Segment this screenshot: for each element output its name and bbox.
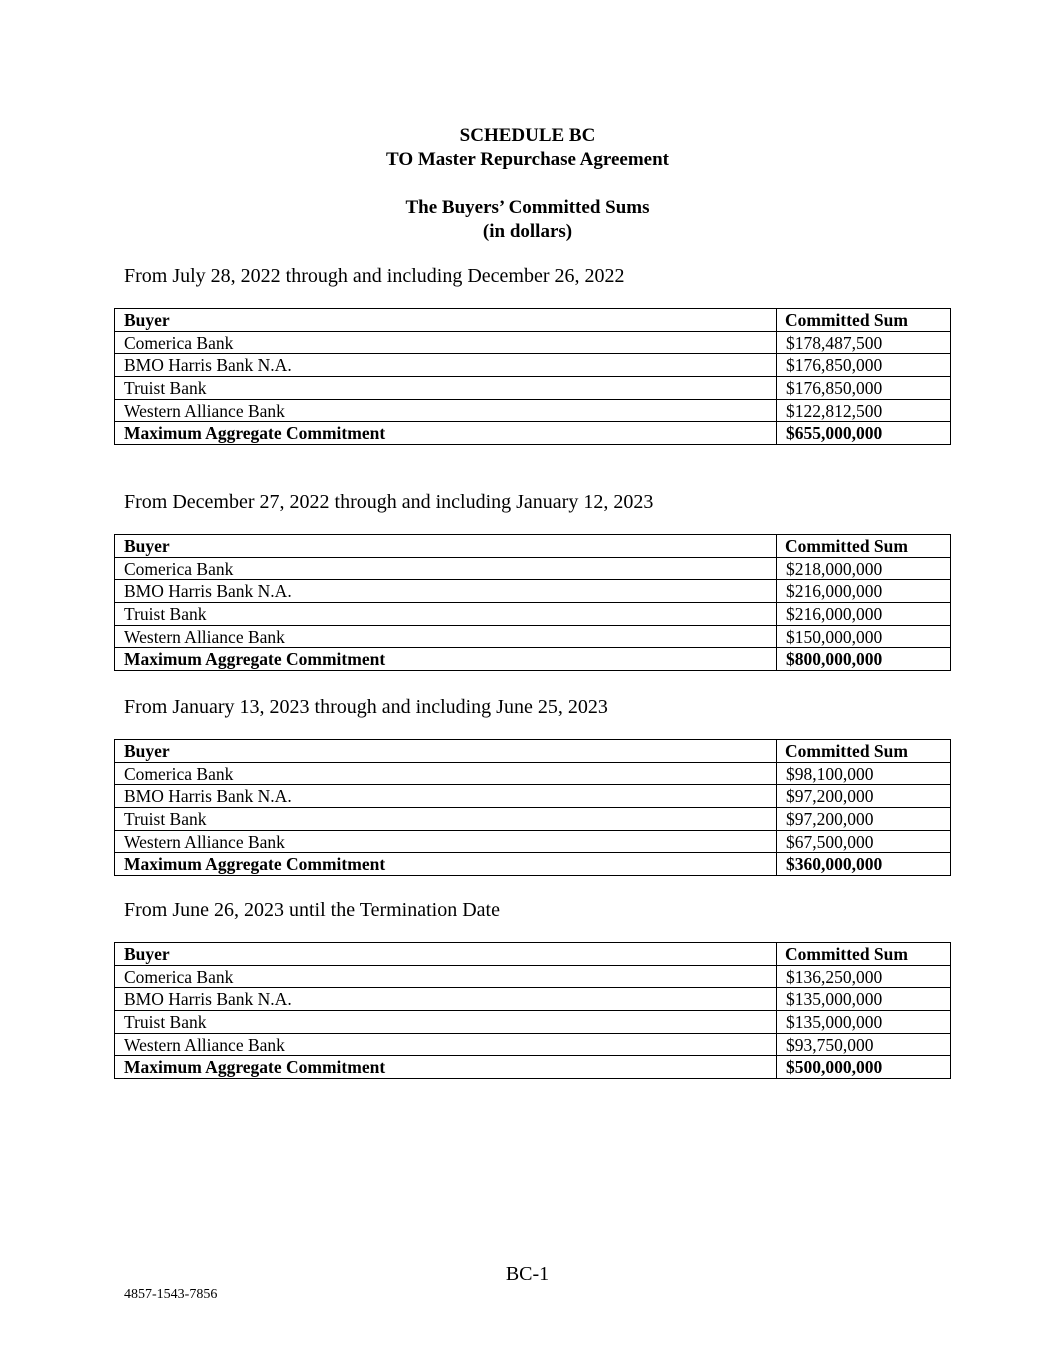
total-sum: $655,000,000 <box>777 422 951 445</box>
units-note: (in dollars) <box>482 221 573 242</box>
period-heading: From July 28, 2022 through and including December 26, 2022 <box>124 265 625 287</box>
buyer-cell: Comerica Bank <box>115 762 777 785</box>
total-label: Maximum Aggregate Commitment <box>115 853 777 876</box>
period-heading: From June 26, 2023 until the Termination Date <box>124 899 500 921</box>
table-header-row <box>115 943 951 966</box>
buyer-cell: Western Alliance Bank <box>115 625 777 648</box>
sum-cell: $216,000,000 <box>777 603 951 626</box>
total-sum: $500,000,000 <box>777 1056 951 1079</box>
table-row <box>115 603 951 626</box>
table-row <box>115 625 951 648</box>
buyer-cell: Comerica Bank <box>115 965 777 988</box>
buyer-cell: BMO Harris Bank N.A. <box>115 580 777 603</box>
buyer-cell: Truist Bank <box>115 808 777 831</box>
table-row <box>115 557 951 580</box>
schedule-title: SCHEDULE BC <box>459 125 596 146</box>
buyer-cell: Comerica Bank <box>115 331 777 354</box>
table-row <box>115 1011 951 1034</box>
table-header-row <box>115 740 951 763</box>
sum-cell: $150,000,000 <box>777 625 951 648</box>
table-header-row <box>115 535 951 558</box>
sum-cell: $135,000,000 <box>777 1011 951 1034</box>
sum-cell: $135,000,000 <box>777 988 951 1011</box>
table-row <box>115 785 951 808</box>
commitment-table <box>114 534 951 671</box>
total-sum: $800,000,000 <box>777 648 951 671</box>
sum-cell: $178,487,500 <box>777 331 951 354</box>
total-row <box>115 1056 951 1079</box>
sum-cell: $97,200,000 <box>777 785 951 808</box>
buyer-column-header: Buyer <box>115 943 777 966</box>
sum-cell: $176,850,000 <box>777 354 951 377</box>
period-heading: From December 27, 2022 through and including January 12, 2023 <box>124 491 654 513</box>
total-label: Maximum Aggregate Commitment <box>115 422 777 445</box>
sum-cell: $98,100,000 <box>777 762 951 785</box>
table-row <box>115 580 951 603</box>
sum-cell: $122,812,500 <box>777 399 951 422</box>
buyer-column-header: Buyer <box>115 309 777 332</box>
sum-cell: $93,750,000 <box>777 1033 951 1056</box>
sum-cell: $97,200,000 <box>777 808 951 831</box>
sum-column-header: Committed Sum <box>777 535 951 558</box>
buyer-cell: Truist Bank <box>115 377 777 400</box>
total-row <box>115 853 951 876</box>
buyer-cell: Truist Bank <box>115 603 777 626</box>
commitment-table <box>114 308 951 445</box>
total-sum: $360,000,000 <box>777 853 951 876</box>
commitment-table <box>114 942 951 1079</box>
buyer-cell: Western Alliance Bank <box>115 830 777 853</box>
commitment-table <box>114 739 951 876</box>
table-row <box>115 377 951 400</box>
buyer-cell: Western Alliance Bank <box>115 1033 777 1056</box>
buyer-cell: Western Alliance Bank <box>115 399 777 422</box>
table-row <box>115 808 951 831</box>
buyer-column-header: Buyer <box>115 740 777 763</box>
total-row <box>115 422 951 445</box>
buyer-cell: Truist Bank <box>115 1011 777 1034</box>
table-row <box>115 988 951 1011</box>
buyer-cell: BMO Harris Bank N.A. <box>115 785 777 808</box>
sum-column-header: Committed Sum <box>777 943 951 966</box>
sum-cell: $216,000,000 <box>777 580 951 603</box>
total-row <box>115 648 951 671</box>
sum-column-header: Committed Sum <box>777 309 951 332</box>
table-header-row <box>115 309 951 332</box>
table-row <box>115 354 951 377</box>
sum-cell: $176,850,000 <box>777 377 951 400</box>
table-row <box>115 830 951 853</box>
table-row <box>115 762 951 785</box>
page-number: BC-1 <box>505 1263 550 1285</box>
table-row <box>115 965 951 988</box>
sum-cell: $218,000,000 <box>777 557 951 580</box>
total-label: Maximum Aggregate Commitment <box>115 1056 777 1079</box>
section-title: The Buyers’ Committed Sums <box>405 197 650 218</box>
document-id: 4857-1543-7856 <box>124 1287 218 1302</box>
sum-column-header: Committed Sum <box>777 740 951 763</box>
buyer-column-header: Buyer <box>115 535 777 558</box>
sum-cell: $136,250,000 <box>777 965 951 988</box>
buyer-cell: BMO Harris Bank N.A. <box>115 988 777 1011</box>
table-row <box>115 331 951 354</box>
buyer-cell: BMO Harris Bank N.A. <box>115 354 777 377</box>
total-label: Maximum Aggregate Commitment <box>115 648 777 671</box>
agreement-subtitle: TO Master Repurchase Agreement <box>385 149 670 170</box>
table-row <box>115 399 951 422</box>
table-row <box>115 1033 951 1056</box>
period-heading: From January 13, 2023 through and including June 25, 2023 <box>124 696 608 718</box>
buyer-cell: Comerica Bank <box>115 557 777 580</box>
sum-cell: $67,500,000 <box>777 830 951 853</box>
